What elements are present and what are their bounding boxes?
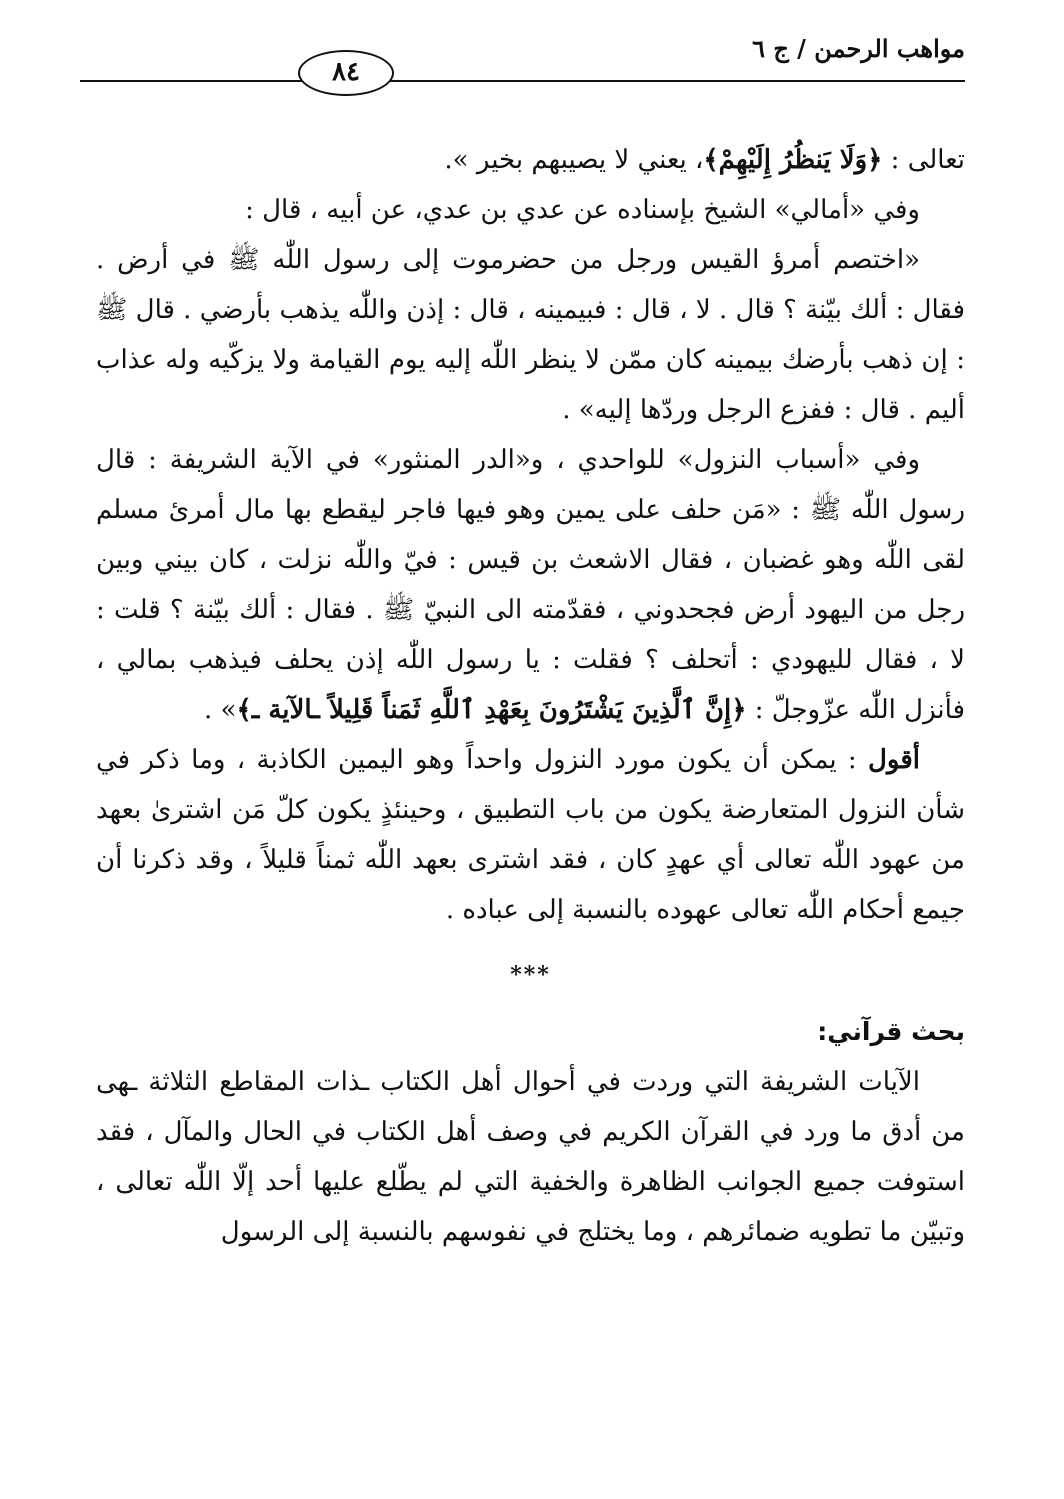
paragraph-5-lead: أقول <box>868 745 920 775</box>
paragraph-1 <box>96 135 965 185</box>
quran-quote-1: ﴿وَلَا يَنظُرُ إِلَيْهِمْ﴾ <box>703 145 883 175</box>
paragraph-4 <box>96 435 965 735</box>
paragraph-5 <box>96 735 965 935</box>
paragraph-1-end: ، يعني لا يصيبهم بخير ». <box>444 145 704 175</box>
page-body <box>96 135 965 1257</box>
page-number: ٨٤ <box>298 50 394 96</box>
running-title: مواهب الرحمن / ج ٦ <box>752 34 965 63</box>
paragraph-1-start: تعالى : <box>882 145 965 175</box>
section-separator: *** <box>510 962 551 988</box>
header-rule <box>80 80 965 82</box>
section-heading: بحث قرآني: <box>817 1017 965 1046</box>
paragraph-3: «اختصم أمرؤ القيس ورجل من حضرموت إلى رسول اللّٰه ﷺ في أرض . فقال : ألك بيّنة ؟ قال . لا ، قال : فبيمينه ، قال : إذن واللّٰه يذهب بأرضي . قال ﷺ : إن ذهب بأرضك بيمينه كان ممّن لا ينظر اللّٰه إليه يوم القيامة ولا يزكّيه وله عذاب أليم . قال : ففزع الرجل وردّها إليه» . <box>96 245 965 425</box>
paragraph-2: وفي «أمالي» الشيخ بإسناده عن عدي بن عدي، عن أبيه ، قال : <box>245 195 920 225</box>
paragraph-4-start: وفي «أسباب النزول» للواحدي ، و«الدر المنثور» في الآية الشريفة : قال رسول اللّٰه ﷺ : «مَن حلف على يمين وهو فيها فاجر ليقطع بها مال أمرئ مسلم لقى اللّٰه وهو غضبان ، فقال الاشعث بن قيس : فيّ واللّٰه نزلت ، كان بيني وبين رجل من اليهود أرض فجحدوني ، فقدّمته الى النبيّ ﷺ . فقال : ألك بيّنة ؟ قلت : لا ، فقال لليهودي : أتحلف ؟ فقلت : يا رسول اللّٰه إذن يحلف فيذهب بمالي ، فأنزل اللّٰه عزّوجلّ : <box>96 445 965 725</box>
paragraph-4-end: » . <box>204 695 237 725</box>
quran-quote-2: ﴿إِنَّ ٱلَّذِينَ يَشْتَرُونَ بِعَهْدِ ٱللَّهِ ثَمَناً قَلِيلاً ـالآية ـ﴾ <box>236 695 747 725</box>
paragraph-6: الآيات الشريفة التي وردت في أحوال أهل الكتاب ـذات المقاطع الثلاثة ـهى من أدق ما ورد في القرآن الكريم في وصف أهل الكتاب في الحال والمآل ، فقد استوفت جميع الجوانب الظاهرة والخفية التي لم يطّلع عليها أحد إلّا اللّٰه تعالى ، وتبيّن ما تطويه ضمائرهم ، وما يختلج في نفوسهم بالنسبة إلى الرسول <box>96 1067 965 1247</box>
page-header <box>80 30 965 86</box>
paragraph-5-rest: : يمكن أن يكون مورد النزول واحداً وهو اليمين الكاذبة ، وما ذكر في شأن النزول المتعارضة يكون من باب التطبيق ، وحينئذٍ يكون كلّ مَن اشترىٰ بعهد من عهود اللّٰه تعالى أي عهدٍ كان ، فقد اشترى بعهد اللّٰه ثمناً قليلاً ، وقد ذكرنا أن جيمع أحكام اللّٰه تعالى عهوده بالنسبة إلى عباده . <box>96 745 965 925</box>
